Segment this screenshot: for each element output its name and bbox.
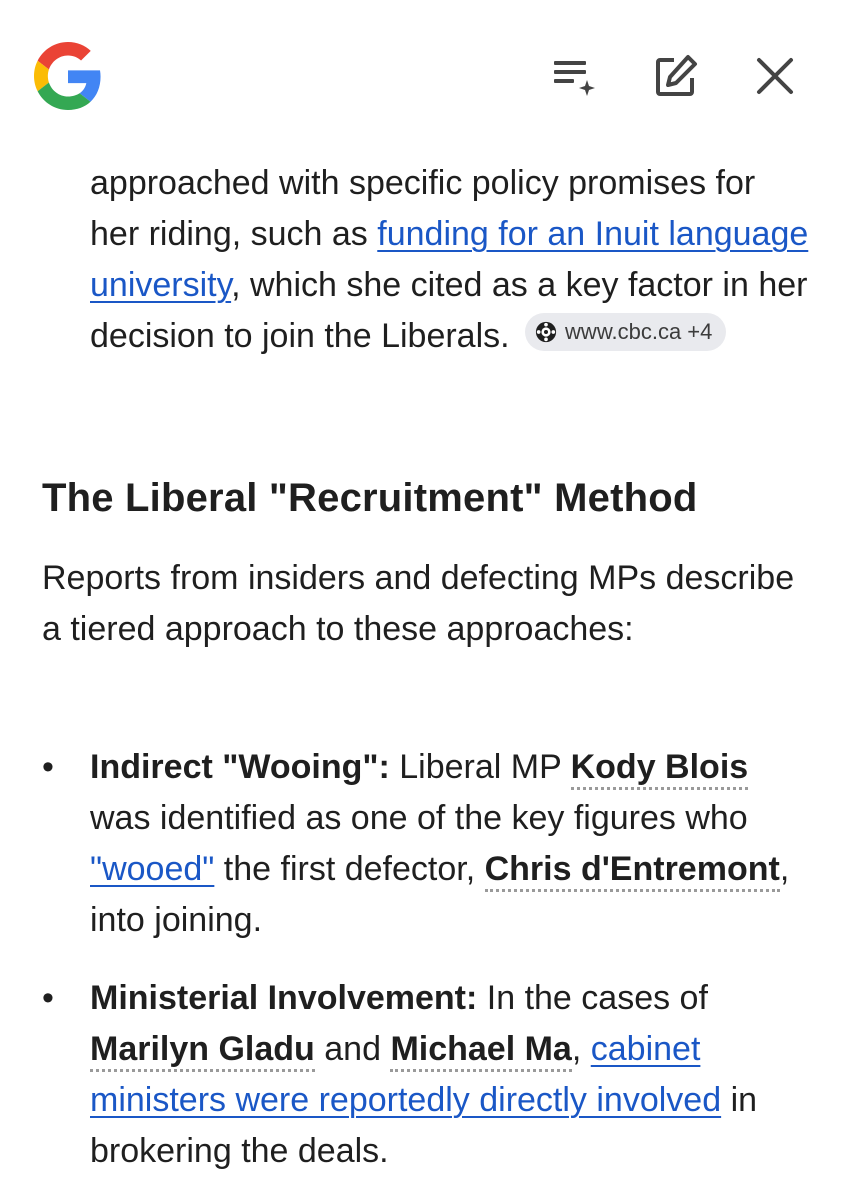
bullet-text: , into joining. (90, 850, 790, 939)
edit-icon[interactable] (652, 52, 700, 100)
bullet-item-wooing (90, 742, 810, 946)
globe-icon (535, 321, 557, 343)
bullet-lead: Ministerial Involvement: (90, 979, 478, 1017)
bullet-lead: Indirect "Wooing": (90, 748, 390, 786)
bullet-text: was identified as one of the key figures who (90, 799, 748, 837)
inuit-university-link[interactable]: funding for an Inuit language university (90, 215, 809, 304)
bullet-text: in brokering the deals. (90, 1081, 758, 1170)
intro-text: approached with specific policy promises for her riding, such as (90, 164, 756, 253)
cabinet-ministers-link[interactable]: cabinet ministers were reportedly directly involved (90, 1030, 722, 1119)
bullet-item-ministerial (90, 973, 810, 1177)
wooed-link[interactable]: "wooed" (90, 850, 215, 888)
entity-chris-dentremont[interactable]: Chris d'Entremont (485, 850, 780, 892)
bullet-marker: • (42, 748, 54, 786)
close-icon[interactable] (751, 52, 799, 100)
bullet-marker: • (42, 979, 54, 1017)
source-chip-label: www.cbc.ca +4 (565, 319, 713, 344)
top-bar (0, 0, 843, 150)
intro-text-end: , which she cited as a key factor in her decision to join the Liberals. (90, 266, 808, 355)
bullet-text: the first defector, (214, 850, 485, 888)
section-title: The Liberal "Recruitment" Method (42, 476, 698, 520)
intro-paragraph (90, 158, 810, 362)
source-chip[interactable] (525, 313, 726, 351)
section-description: Reports from insiders and defecting MPs describe a tiered approach to these approaches: (42, 559, 795, 648)
entity-michael-ma[interactable]: Michael Ma (390, 1030, 571, 1072)
bullet-text: In the cases of (477, 979, 708, 1017)
list-sparkle-icon[interactable] (550, 52, 598, 100)
bullet-text: Liberal MP (389, 748, 571, 786)
entity-kody-blois[interactable]: Kody Blois (571, 748, 749, 790)
bullet-text: and (314, 1030, 391, 1068)
bullet-text: , (571, 1030, 591, 1068)
google-logo-icon[interactable] (34, 42, 102, 110)
entity-marilyn-gladu[interactable]: Marilyn Gladu (90, 1030, 315, 1072)
